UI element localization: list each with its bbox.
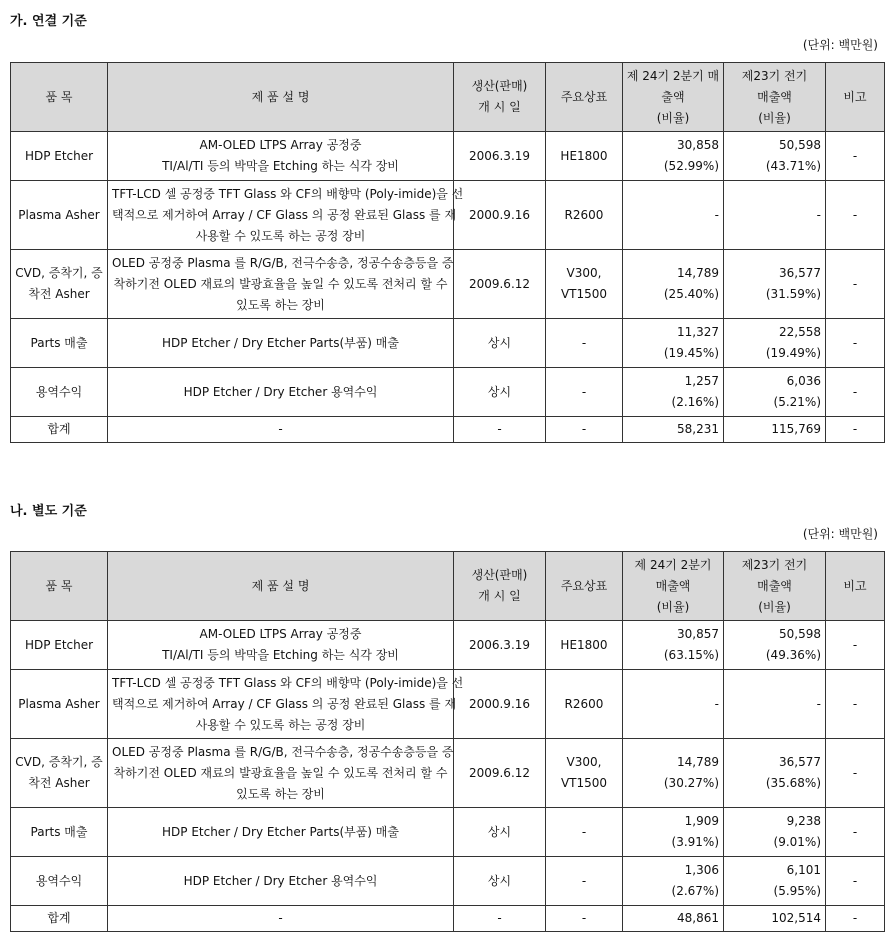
- cell-line: 개 시 일: [478, 100, 521, 114]
- cell-line: 생산(판매): [471, 568, 528, 582]
- cell-brand: [546, 132, 623, 181]
- cell-line: 30,857: [677, 627, 719, 641]
- cell-description: [108, 670, 464, 739]
- cell-note: -: [826, 670, 885, 739]
- cell-note: -: [826, 739, 885, 808]
- header-description: 제 품 설 명: [108, 552, 454, 621]
- cell-line: HDP Etcher: [24, 148, 94, 163]
- cell-item: [11, 132, 108, 181]
- cell-line: 착하기전 OLED 재료의 발광효율을 높일 수 있도록 전처리 할 수: [113, 765, 448, 780]
- cell-item: [11, 417, 108, 443]
- cell-line: (3.91%): [671, 835, 719, 849]
- cell-brand: [546, 670, 623, 739]
- cell-current-sales: [623, 368, 724, 417]
- cell-launch-date: -: [454, 417, 546, 443]
- sales-table-separate: [10, 551, 885, 932]
- cell-line: Parts 매출: [30, 335, 88, 350]
- cell-line: VT1500: [560, 776, 608, 790]
- table-row: [11, 250, 885, 319]
- cell-brand: [546, 319, 623, 368]
- cell-line: R2600: [564, 207, 604, 222]
- cell-line: HE1800: [560, 148, 608, 163]
- cell-line: -: [581, 911, 587, 925]
- cell-line: 6,101: [786, 863, 821, 877]
- cell-line: -: [278, 422, 283, 436]
- cell-line: 102,514: [771, 911, 821, 925]
- cell-line: -: [816, 696, 821, 711]
- cell-line: TFT-LCD 셀 공정중 TFT Glass 와 CF의 배향막 (Poly-imide)을 선: [112, 186, 464, 201]
- cell-item: [11, 621, 108, 670]
- cell-item: [11, 319, 108, 368]
- cell-line: (35.68%): [765, 776, 821, 790]
- cell-launch-date: 2009.6.12: [454, 739, 546, 808]
- header-note: 비고: [826, 63, 885, 132]
- cell-launch-date: -: [454, 906, 546, 932]
- cell-current-sales: [623, 621, 724, 670]
- cell-brand: [546, 250, 623, 319]
- cell-description: [108, 808, 454, 857]
- cell-line: 착전 Asher: [28, 287, 90, 301]
- section1-title: 가. 연결 기준: [10, 14, 87, 29]
- cell-line: 생산(판매): [471, 79, 528, 93]
- cell-line: OLED 공정중 Plasma 를 R/G/B, 전극수송층, 정공수송층등을 증: [112, 744, 454, 759]
- header-item: 품 목: [11, 552, 108, 621]
- cell-line: AM-OLED LTPS Array 공정중: [199, 627, 362, 641]
- cell-current-sales: [623, 181, 724, 250]
- cell-line: (비율): [758, 110, 791, 125]
- cell-current-sales: [623, 132, 724, 181]
- cell-item: [11, 670, 108, 739]
- cell-line: TFT-LCD 셀 공정중 TFT Glass 와 CF의 배향막 (Poly-imide)을 선: [112, 675, 464, 690]
- section2-unit: (단위: 백만원): [802, 527, 878, 541]
- cell-line: Plasma Asher: [18, 696, 100, 711]
- cell-line: 36,577: [779, 266, 821, 280]
- cell-note: -: [826, 250, 885, 319]
- cell-current-sales: [623, 739, 724, 808]
- cell-brand: [546, 368, 623, 417]
- cell-previous-sales: [724, 670, 826, 739]
- cell-previous-sales: [724, 368, 826, 417]
- cell-line: 1,306: [684, 863, 719, 877]
- cell-previous-sales: [724, 857, 826, 906]
- cell-description: [108, 906, 454, 932]
- cell-previous-sales: [724, 132, 826, 181]
- cell-line: Plasma Asher: [18, 207, 100, 222]
- cell-note: -: [826, 319, 885, 368]
- cell-launch-date: 2006.3.19: [454, 132, 546, 181]
- cell-line: V300,: [566, 755, 602, 769]
- cell-line: HDP Etcher / Dry Etcher 용역수익: [183, 873, 378, 888]
- cell-launch-date: 2000.9.16: [454, 181, 546, 250]
- cell-line: (2.67%): [671, 884, 719, 898]
- cell-previous-sales: [724, 906, 826, 932]
- cell-line: -: [581, 384, 587, 399]
- cell-line: R2600: [564, 696, 604, 711]
- cell-line: 22,558: [779, 325, 821, 339]
- cell-description: [108, 857, 454, 906]
- sales-table-consolidated: [10, 62, 885, 443]
- cell-line: 용역수익: [35, 384, 83, 399]
- cell-line: 택적으로 제거하여 Array / CF Glass 의 공정 완료된 Glass 를 재: [112, 696, 457, 711]
- cell-line: (63.15%): [663, 648, 719, 662]
- cell-description: [108, 368, 454, 417]
- cell-current-sales: [623, 857, 724, 906]
- cell-line: (52.99%): [663, 159, 719, 173]
- cell-note: -: [826, 906, 885, 932]
- cell-line: -: [714, 696, 719, 711]
- cell-note: -: [826, 808, 885, 857]
- header-current-sales: [623, 63, 724, 132]
- cell-line: 30,858: [677, 138, 719, 152]
- cell-line: -: [581, 422, 587, 436]
- cell-line: -: [278, 911, 283, 925]
- cell-line: 매출액: [757, 578, 792, 593]
- cell-line: (2.16%): [671, 395, 719, 409]
- cell-item: [11, 181, 108, 250]
- header-current-sales: [623, 552, 724, 621]
- cell-launch-date: 상시: [454, 808, 546, 857]
- cell-line: 제 24기 2분기 매: [626, 68, 720, 83]
- cell-line: CVD, 증착기, 증: [15, 266, 103, 280]
- cell-launch-date: 2009.6.12: [454, 250, 546, 319]
- header-row: [11, 63, 885, 132]
- table-row: [11, 670, 885, 739]
- cell-line: 6,036: [786, 374, 821, 388]
- table-row: [11, 417, 885, 443]
- cell-line: (5.95%): [773, 884, 821, 898]
- header-brand: 주요상표: [546, 552, 623, 621]
- cell-line: OLED 공정중 Plasma 를 R/G/B, 전극수송층, 정공수송층등을 증: [112, 255, 454, 270]
- cell-line: 택적으로 제거하여 Array / CF Glass 의 공정 완료된 Glass 를 재: [112, 207, 457, 222]
- cell-line: (비율): [758, 599, 791, 614]
- cell-description: [108, 319, 454, 368]
- header-description: 제 품 설 명: [108, 63, 454, 132]
- table-row: [11, 808, 885, 857]
- cell-line: -: [581, 824, 587, 839]
- cell-line: VT1500: [560, 287, 608, 301]
- cell-current-sales: [623, 808, 724, 857]
- cell-line: -: [714, 207, 719, 222]
- cell-line: 115,769: [771, 422, 821, 436]
- cell-launch-date: 상시: [454, 857, 546, 906]
- cell-line: HDP Etcher / Dry Etcher Parts(부품) 매출: [162, 824, 399, 839]
- cell-line: 합계: [47, 422, 71, 436]
- cell-line: V300,: [566, 266, 602, 280]
- cell-description: [108, 739, 454, 808]
- cell-line: (9.01%): [773, 835, 821, 849]
- cell-launch-date: 2000.9.16: [454, 670, 546, 739]
- cell-item: [11, 906, 108, 932]
- cell-brand: [546, 181, 623, 250]
- cell-current-sales: [623, 319, 724, 368]
- cell-line: (19.45%): [663, 346, 719, 360]
- cell-line: HE1800: [560, 637, 608, 652]
- cell-brand: [546, 621, 623, 670]
- cell-description: [108, 132, 454, 181]
- cell-description: [108, 417, 454, 443]
- cell-line: 48,861: [677, 911, 719, 925]
- table-row: [11, 319, 885, 368]
- cell-note: -: [826, 417, 885, 443]
- cell-line: 개 시 일: [478, 589, 521, 603]
- cell-line: 용역수익: [35, 873, 83, 888]
- header-item: 품 목: [11, 63, 108, 132]
- cell-line: 1,257: [684, 374, 719, 388]
- header-row: [11, 552, 885, 621]
- header-brand: 주요상표: [546, 63, 623, 132]
- cell-previous-sales: [724, 250, 826, 319]
- cell-note: -: [826, 368, 885, 417]
- section2-title: 나. 별도 기준: [10, 504, 87, 519]
- cell-line: 합계: [47, 911, 71, 925]
- table-row: [11, 181, 885, 250]
- table-row: [11, 906, 885, 932]
- cell-line: -: [581, 873, 587, 888]
- table-row: [11, 368, 885, 417]
- cell-brand: [546, 857, 623, 906]
- cell-line: 착전 Asher: [28, 776, 90, 790]
- cell-line: 사용할 수 있도록 하는 공정 장비: [195, 717, 366, 732]
- cell-current-sales: [623, 670, 724, 739]
- header-previous-sales: [724, 63, 826, 132]
- cell-description: [108, 250, 454, 319]
- cell-launch-date: 2006.3.19: [454, 621, 546, 670]
- section1-unit: (단위: 백만원): [802, 38, 878, 52]
- cell-previous-sales: [724, 181, 826, 250]
- cell-note: -: [826, 857, 885, 906]
- cell-line: (19.49%): [765, 346, 821, 360]
- cell-line: (43.71%): [765, 159, 821, 173]
- cell-note: -: [826, 621, 885, 670]
- cell-item: [11, 368, 108, 417]
- header-note: 비고: [826, 552, 885, 621]
- cell-line: 58,231: [677, 422, 719, 436]
- cell-brand: [546, 808, 623, 857]
- cell-line: 제 24기 2분기: [634, 557, 712, 572]
- cell-line: 50,598: [779, 138, 821, 152]
- cell-line: (5.21%): [773, 395, 821, 409]
- cell-line: TI/Al/TI 등의 박막을 Etching 하는 식각 장비: [162, 159, 399, 173]
- cell-line: 14,789: [677, 755, 719, 769]
- cell-line: HDP Etcher / Dry Etcher Parts(부품) 매출: [162, 335, 399, 350]
- cell-item: [11, 739, 108, 808]
- cell-line: HDP Etcher: [24, 637, 94, 652]
- table-row: [11, 857, 885, 906]
- cell-current-sales: [623, 417, 724, 443]
- cell-line: 11,327: [677, 325, 719, 339]
- cell-brand: [546, 739, 623, 808]
- cell-line: -: [816, 207, 821, 222]
- cell-line: (31.59%): [765, 287, 821, 301]
- cell-description: [108, 621, 454, 670]
- cell-item: [11, 808, 108, 857]
- cell-brand: [546, 906, 623, 932]
- cell-line: 36,577: [779, 755, 821, 769]
- cell-previous-sales: [724, 621, 826, 670]
- cell-line: 제23기 전기: [741, 68, 808, 83]
- cell-note: -: [826, 181, 885, 250]
- cell-line: Parts 매출: [30, 824, 88, 839]
- cell-previous-sales: [724, 319, 826, 368]
- cell-description: [108, 181, 464, 250]
- cell-item: [11, 857, 108, 906]
- cell-line: (비율): [656, 110, 690, 125]
- header-launch-date: [454, 552, 546, 621]
- cell-line: -: [581, 335, 587, 350]
- cell-line: 사용할 수 있도록 하는 공정 장비: [195, 228, 366, 243]
- cell-line: 50,598: [779, 627, 821, 641]
- cell-line: CVD, 증착기, 증: [15, 755, 103, 769]
- cell-note: -: [826, 132, 885, 181]
- cell-line: 착하기전 OLED 재료의 발광효율을 높일 수 있도록 전처리 할 수: [113, 276, 448, 291]
- cell-line: 매출액: [757, 89, 792, 104]
- cell-line: 있도록 하는 장비: [236, 786, 325, 801]
- cell-line: AM-OLED LTPS Array 공정중: [199, 138, 362, 152]
- header-previous-sales: [724, 552, 826, 621]
- cell-launch-date: 상시: [454, 368, 546, 417]
- cell-line: 매출액: [655, 578, 691, 593]
- table-row: [11, 739, 885, 808]
- cell-brand: [546, 417, 623, 443]
- cell-current-sales: [623, 250, 724, 319]
- cell-line: 제23기 전기: [741, 557, 808, 572]
- cell-line: (25.40%): [663, 287, 719, 301]
- cell-line: HDP Etcher / Dry Etcher 용역수익: [183, 384, 378, 399]
- cell-line: 9,238: [786, 814, 821, 828]
- cell-line: 1,909: [684, 814, 719, 828]
- cell-line: (49.36%): [765, 648, 821, 662]
- cell-current-sales: [623, 906, 724, 932]
- table-row: [11, 132, 885, 181]
- cell-launch-date: 상시: [454, 319, 546, 368]
- cell-line: 있도록 하는 장비: [236, 297, 325, 312]
- cell-previous-sales: [724, 739, 826, 808]
- cell-previous-sales: [724, 808, 826, 857]
- cell-previous-sales: [724, 417, 826, 443]
- cell-line: (비율): [656, 599, 690, 614]
- cell-line: 출액: [661, 89, 685, 104]
- cell-line: 14,789: [677, 266, 719, 280]
- cell-line: TI/Al/TI 등의 박막을 Etching 하는 식각 장비: [162, 648, 399, 662]
- cell-item: [11, 250, 108, 319]
- table-row: [11, 621, 885, 670]
- header-launch-date: [454, 63, 546, 132]
- cell-line: (30.27%): [663, 776, 719, 790]
